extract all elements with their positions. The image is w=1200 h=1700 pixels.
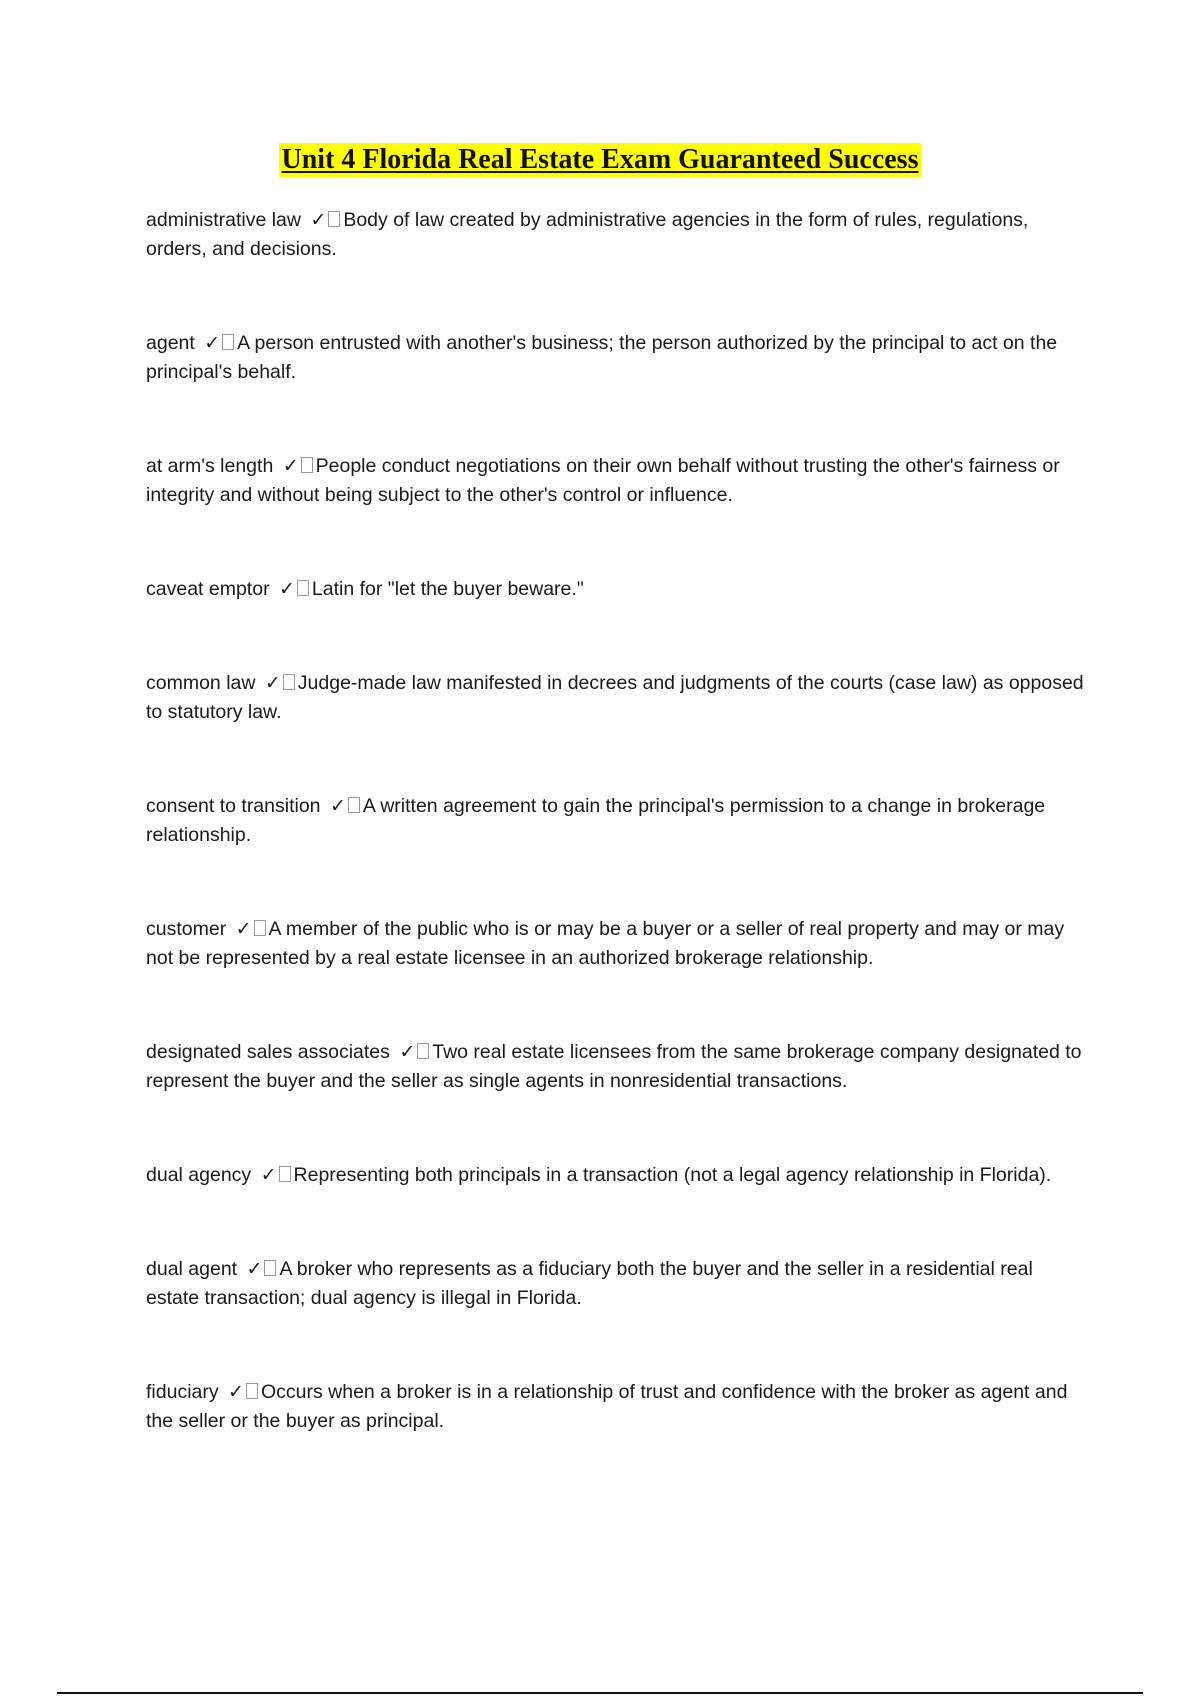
glossary-entry [146, 1038, 1086, 1096]
check-icon: ✓ [246, 1258, 263, 1280]
entry-term: caveat emptor [146, 578, 270, 600]
entry-definition: Representing both principals in a transaction (not a legal agency relationship in Florida). [293, 1164, 1052, 1186]
glossary-entry [146, 915, 1086, 973]
missing-glyph-box-icon [348, 797, 360, 813]
check-icon: ✓ [399, 1041, 416, 1063]
check-icon: ✓ [264, 672, 281, 694]
glossary-entry [146, 1161, 1086, 1190]
entry-term: dual agency [146, 1164, 252, 1186]
missing-glyph-box-icon [279, 1166, 291, 1182]
entry-term: at arm's length [146, 455, 274, 477]
missing-glyph-box-icon [254, 920, 266, 936]
page-title: Unit 4 Florida Real Estate Exam Guaranteed Success [279, 143, 922, 177]
missing-glyph-box-icon [246, 1383, 258, 1399]
entry-term: agent [146, 332, 195, 354]
entry-definition: A person entrusted with another's business; the person authorized by the principal to act on the principal's behalf. [146, 332, 1058, 383]
glossary-entry [146, 1255, 1086, 1313]
missing-glyph-box-icon [301, 457, 313, 473]
glossary-list [146, 206, 1086, 1501]
check-icon: ✓ [282, 455, 299, 477]
check-icon: ✓ [235, 918, 252, 940]
title-container [0, 143, 1200, 177]
entry-definition: A written agreement to gain the principal's permission to a change in brokerage relationship. [146, 795, 1046, 846]
check-icon: ✓ [329, 795, 346, 817]
check-icon: ✓ [310, 209, 327, 231]
entry-definition: Judge-made law manifested in decrees and judgments of the courts (case law) as opposed to statutory law. [146, 672, 1084, 723]
glossary-entry [146, 575, 1086, 604]
entry-term: dual agent [146, 1258, 238, 1280]
glossary-entry [146, 792, 1086, 850]
check-icon: ✓ [260, 1164, 277, 1186]
glossary-entry [146, 669, 1086, 727]
entry-term: common law [146, 672, 256, 694]
missing-glyph-box-icon [264, 1260, 276, 1276]
glossary-entry [146, 1378, 1086, 1436]
entry-definition: Two real estate licensees from the same brokerage company designated to represent the buyer and the seller as single agents in nonresidential transactions. [146, 1041, 1082, 1092]
entry-term: designated sales associates [146, 1041, 390, 1063]
entry-definition: A broker who represents as a fiduciary both the buyer and the seller in a residential real estate transaction; dual agency is illegal in Florida. [146, 1258, 1033, 1309]
missing-glyph-box-icon [328, 211, 340, 227]
missing-glyph-box-icon [417, 1043, 429, 1059]
glossary-entry [146, 452, 1086, 510]
footer-divider [57, 1692, 1143, 1694]
glossary-entry [146, 206, 1086, 264]
check-icon: ✓ [278, 578, 295, 600]
entry-term: fiduciary [146, 1381, 219, 1403]
missing-glyph-box-icon [297, 580, 309, 596]
missing-glyph-box-icon [283, 674, 295, 690]
entry-definition: People conduct negotiations on their own behalf without trusting the other's fairness or integrity and without being subject to the other's control or influence. [146, 455, 1060, 506]
entry-term: administrative law [146, 209, 301, 231]
entry-definition: Body of law created by administrative agencies in the form of rules, regulations, orders, and decisions. [146, 209, 1029, 260]
check-icon: ✓ [204, 332, 221, 354]
missing-glyph-box-icon [222, 334, 234, 350]
entry-term: customer [146, 918, 227, 940]
entry-definition: Occurs when a broker is in a relationship of trust and confidence with the broker as agent and the seller or the buyer as principal. [146, 1381, 1068, 1432]
entry-definition: A member of the public who is or may be a buyer or a seller of real property and may or may not be represented by a real estate licensee in an authorized brokerage relationship. [146, 918, 1065, 969]
entry-term: consent to transition [146, 795, 321, 817]
entry-definition: Latin for "let the buyer beware." [311, 578, 584, 600]
check-icon: ✓ [228, 1381, 244, 1403]
glossary-entry [146, 329, 1086, 387]
